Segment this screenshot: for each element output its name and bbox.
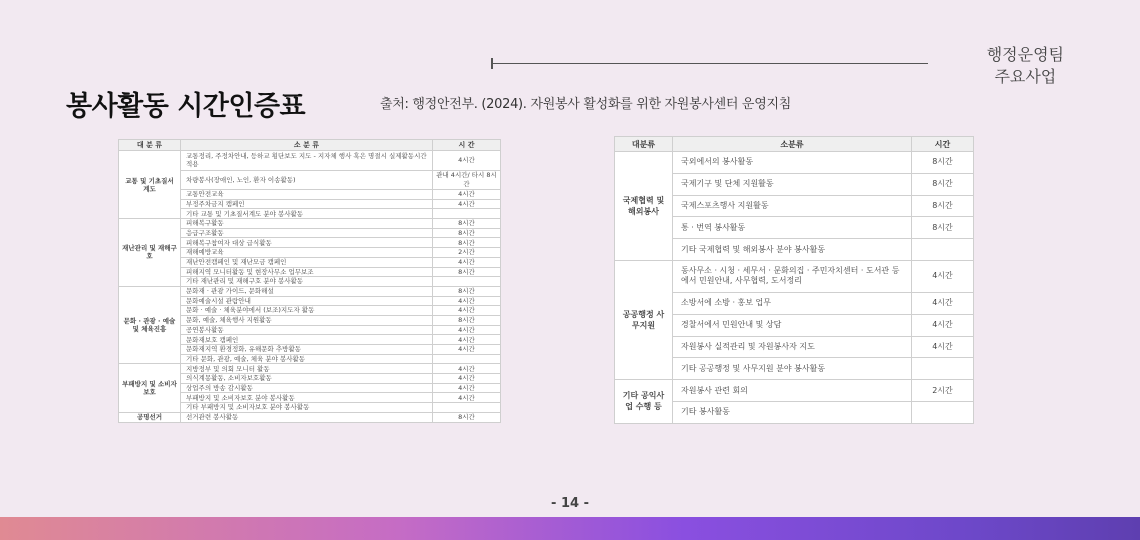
hours-cell: 관내 4시간/ 타시 8시간 bbox=[433, 170, 501, 190]
hours-cell: 4시간 bbox=[433, 325, 501, 335]
subcategory-cell: 교통정리, 주정차안내, 등하교 횡단보도 지도 - 지자체 행사 혹은 명절시 실제활동시간 적용 bbox=[181, 151, 433, 171]
page-number: - 14 - bbox=[551, 496, 589, 511]
hours-cell bbox=[433, 403, 501, 413]
hours-cell: 8시간 bbox=[433, 228, 501, 238]
subcategory-cell: 교통안전교육 bbox=[181, 190, 433, 200]
hours-cell: 8시간 bbox=[433, 238, 501, 248]
hours-cell: 4시간 bbox=[433, 296, 501, 306]
hours-cell: 8시간 bbox=[912, 195, 974, 217]
subcategory-cell: 기타 봉사활동 bbox=[673, 401, 912, 423]
category-cell: 부패방지 및 소비자보호 bbox=[119, 364, 181, 412]
table-row bbox=[615, 152, 974, 174]
subcategory-cell: 기타 문화, 관광, 예술, 체육 분야 봉사활동 bbox=[181, 354, 433, 364]
subcategory-cell: 지방정부 및 의회 모니터 활동 bbox=[181, 364, 433, 374]
footer-gradient-bar bbox=[0, 517, 1140, 540]
subcategory-cell: 국외에서의 봉사활동 bbox=[673, 152, 912, 174]
subcategory-cell: 문화, 예술, 체육행사 지원활동 bbox=[181, 315, 433, 325]
hours-cell: 4시간 bbox=[912, 336, 974, 358]
hours-cell bbox=[912, 401, 974, 423]
hours-cell: 4시간 bbox=[912, 314, 974, 336]
hours-cell: 8시간 bbox=[433, 219, 501, 229]
team-label bbox=[987, 44, 1064, 88]
subcategory-cell: 경찰서에서 민원안내 및 상담 bbox=[673, 314, 912, 336]
table-row bbox=[119, 219, 501, 229]
col-header-hours: 시간 bbox=[912, 137, 974, 152]
hours-cell bbox=[433, 354, 501, 364]
subcategory-cell: 피해복구참여자 대상 급식활동 bbox=[181, 238, 433, 248]
hours-cell: 8시간 bbox=[433, 315, 501, 325]
subcategory-cell: 문화예술시설 관람안내 bbox=[181, 296, 433, 306]
subcategory-cell: 동사무소 · 시청 · 세무서 · 문화의집 · 주민자치센터 · 도서관 등에서 민원안내, 사무협력, 도서정리 bbox=[673, 260, 912, 292]
subcategory-cell: 공연봉사활동 bbox=[181, 325, 433, 335]
table-row bbox=[615, 380, 974, 402]
category-cell: 교통 및 기초질서 계도 bbox=[119, 151, 181, 219]
hours-cell: 8시간 bbox=[912, 152, 974, 174]
hours-cell: 4시간 bbox=[433, 257, 501, 267]
hours-cell: 8시간 bbox=[433, 412, 501, 422]
hours-cell: 4시간 bbox=[912, 292, 974, 314]
header-divider-line bbox=[492, 63, 928, 64]
team-subtitle: 주요사업 bbox=[994, 67, 1057, 86]
subcategory-cell: 문화 · 예술 · 체육분야에서 (보조)지도자 활동 bbox=[181, 306, 433, 316]
subcategory-cell: 국제스포츠행사 지원활동 bbox=[673, 195, 912, 217]
hours-cell: 4시간 bbox=[433, 199, 501, 209]
hours-cell: 2시간 bbox=[433, 248, 501, 258]
team-name: 행정운영팀 bbox=[986, 45, 1064, 64]
subcategory-cell: 부정주차금지 캠페인 bbox=[181, 199, 433, 209]
subcategory-cell: 국제기구 및 단체 지원활동 bbox=[673, 173, 912, 195]
hours-cell: 8시간 bbox=[912, 217, 974, 239]
hours-cell: 4시간 bbox=[433, 393, 501, 403]
header-divider-tick bbox=[491, 58, 493, 69]
category-cell: 재난관리 및 재해구호 bbox=[119, 219, 181, 287]
subcategory-cell: 문화재지역 환경정화, 유해문화 추방활동 bbox=[181, 345, 433, 355]
hours-cell: 4시간 bbox=[433, 383, 501, 393]
col-header-category: 대 분 류 bbox=[119, 140, 181, 151]
subcategory-cell: 문화재 · 관광 가이드, 문화해설 bbox=[181, 286, 433, 296]
hours-cell: 4시간 bbox=[433, 374, 501, 384]
category-cell: 공공행정 사무지원 bbox=[615, 260, 673, 379]
subcategory-cell: 기타 재난관리 및 재해구호 분야 봉사활동 bbox=[181, 277, 433, 287]
subcategory-cell: 기타 공공행정 및 사무지원 분야 봉사활동 bbox=[673, 358, 912, 380]
subcategory-cell: 응급구조활동 bbox=[181, 228, 433, 238]
subcategory-cell: 선거관련 봉사활동 bbox=[181, 412, 433, 422]
col-header-subcategory: 소 분 류 bbox=[181, 140, 433, 151]
subcategory-cell: 피해복구활동 bbox=[181, 219, 433, 229]
table-row bbox=[119, 364, 501, 374]
subcategory-cell: 부패방지 및 소비자보호 분야 봉사활동 bbox=[181, 393, 433, 403]
subcategory-cell: 기타 국제협력 및 해외봉사 분야 봉사활동 bbox=[673, 239, 912, 261]
col-header-subcategory: 소분류 bbox=[673, 137, 912, 152]
table-row bbox=[119, 151, 501, 171]
volunteer-hours-table-right bbox=[614, 136, 974, 424]
col-header-category: 대분류 bbox=[615, 137, 673, 152]
subcategory-cell: 통 · 번역 봉사활동 bbox=[673, 217, 912, 239]
category-cell: 문화 · 관광 · 예술 및 체육진흥 bbox=[119, 286, 181, 364]
volunteer-hours-table-left bbox=[118, 139, 501, 423]
subcategory-cell: 기타 교통 및 기초질서계도 분야 봉사활동 bbox=[181, 209, 433, 219]
category-cell: 기타 공익사업 수행 등 bbox=[615, 380, 673, 424]
hours-cell: 4시간 bbox=[912, 260, 974, 292]
hours-cell bbox=[912, 239, 974, 261]
subcategory-cell: 재난안전캠페인 및 재난모금 캠페인 bbox=[181, 257, 433, 267]
hours-cell bbox=[433, 277, 501, 287]
subcategory-cell: 자원봉사 관련 회의 bbox=[673, 380, 912, 402]
hours-cell: 4시간 bbox=[433, 364, 501, 374]
hours-cell: 4시간 bbox=[433, 345, 501, 355]
category-cell: 공명선거 bbox=[119, 412, 181, 422]
source-citation: 출처: 행정안전부. (2024). 자원봉사 활성화를 위한 자원봉사센터 운영지침 bbox=[380, 97, 791, 112]
hours-cell: 4시간 bbox=[433, 335, 501, 345]
table-row bbox=[119, 412, 501, 422]
hours-cell: 8시간 bbox=[912, 173, 974, 195]
table-row bbox=[615, 260, 974, 292]
hours-cell: 2시간 bbox=[912, 380, 974, 402]
table-row bbox=[119, 286, 501, 296]
page-title: 봉사활동 시간인증표 bbox=[66, 91, 306, 122]
hours-cell: 4시간 bbox=[433, 151, 501, 171]
hours-cell: 4시간 bbox=[433, 306, 501, 316]
subcategory-cell: 피해지역 모니터활동 및 현장사무소 업무보조 bbox=[181, 267, 433, 277]
hours-cell: 8시간 bbox=[433, 286, 501, 296]
hours-cell bbox=[433, 209, 501, 219]
subcategory-cell: 상업주의 방송 감시활동 bbox=[181, 383, 433, 393]
subcategory-cell: 문화재보호 캠페인 bbox=[181, 335, 433, 345]
hours-cell bbox=[912, 358, 974, 380]
subcategory-cell: 차량봉사(장애인, 노인, 환자 이송활동) bbox=[181, 170, 433, 190]
subcategory-cell: 재해예방교육 bbox=[181, 248, 433, 258]
category-cell: 국제협력 및 해외봉사 bbox=[615, 152, 673, 261]
subcategory-cell: 의식계몽활동, 소비자보호활동 bbox=[181, 374, 433, 384]
subcategory-cell: 기타 부패방지 및 소비자보호 분야 봉사활동 bbox=[181, 403, 433, 413]
hours-cell: 4시간 bbox=[433, 190, 501, 200]
subcategory-cell: 소방서에 소방 · 홍보 업무 bbox=[673, 292, 912, 314]
hours-cell: 8시간 bbox=[433, 267, 501, 277]
subcategory-cell: 자원봉사 실적관리 및 자원봉사자 지도 bbox=[673, 336, 912, 358]
col-header-hours: 시 간 bbox=[433, 140, 501, 151]
